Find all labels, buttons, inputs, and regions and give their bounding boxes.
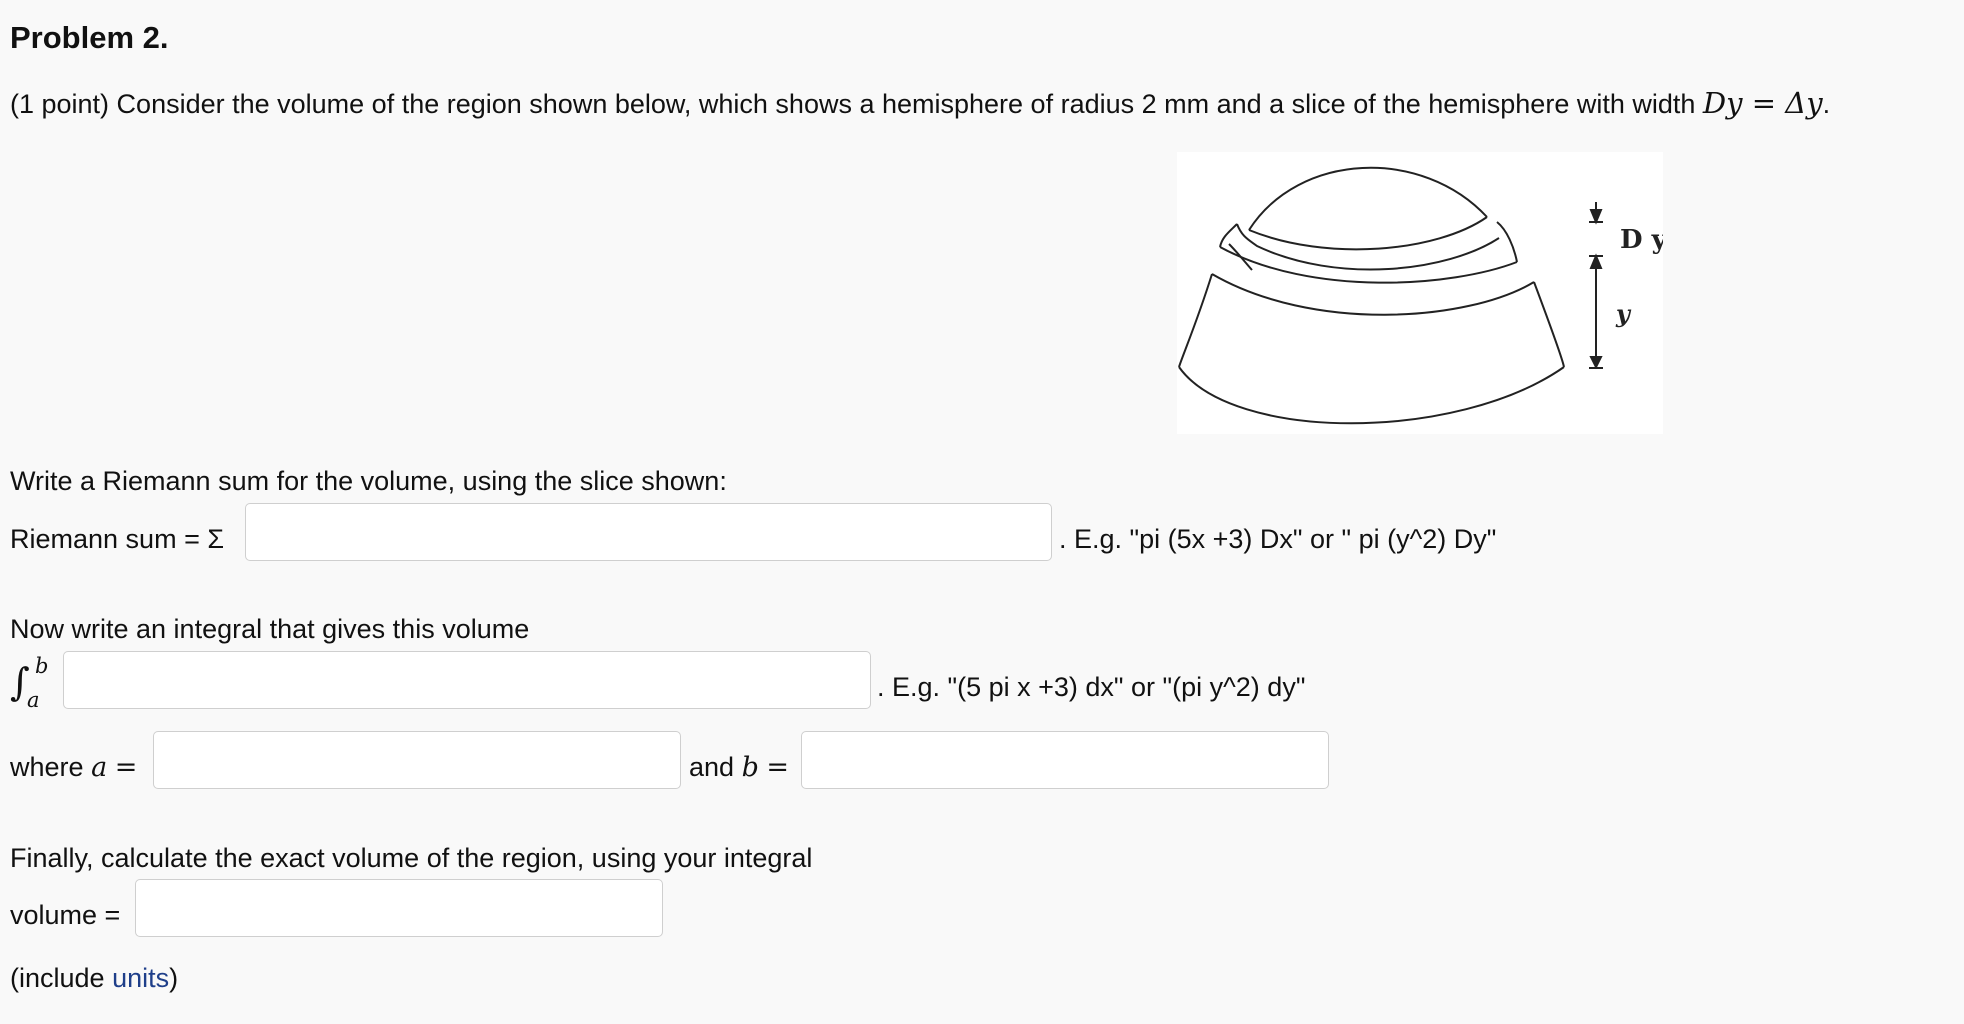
problem-title: Problem 2. [10, 20, 169, 55]
units-link[interactable]: units [112, 963, 170, 993]
lower-limit-input[interactable] [153, 731, 681, 789]
riemann-label: Riemann sum = Σ [10, 524, 225, 554]
problem-intro [10, 86, 1830, 120]
hemisphere-diagram [1177, 152, 1663, 434]
where-a-label [10, 752, 137, 783]
dy-label: D y [1620, 225, 1663, 255]
integral-hint: . E.g. "(5 pi x +3) dx" or "(pi y^2) dy" [877, 672, 1306, 702]
intro-math: Dy = Δy [1702, 86, 1823, 120]
intro-end: . [1822, 89, 1831, 119]
volume-prompt: Finally, calculate the exact volume of the region, using your integral [10, 843, 813, 873]
integral-input[interactable] [63, 651, 871, 709]
and-b-label [689, 752, 789, 783]
riemann-prompt: Write a Riemann sum for the volume, using the slice shown: [10, 466, 727, 496]
riemann-hint: . E.g. "pi (5x +3) Dx" or " pi (y^2) Dy" [1059, 524, 1497, 554]
units-note [10, 963, 178, 994]
integral-prompt: Now write an integral that gives this volume [10, 614, 530, 644]
intro-text: (1 point) Consider the volume of the region shown below, which shows a hemisphere of radius 2 mm and a slice of the hemisphere with width [10, 89, 1696, 119]
and-text: and [689, 752, 735, 782]
riemann-sum-input[interactable] [245, 503, 1052, 561]
b-variable: b [741, 752, 759, 783]
cap-arc [1249, 168, 1487, 230]
integral-sign [10, 654, 50, 720]
upper-limit-input[interactable] [801, 731, 1329, 789]
units-note-open: (include [10, 963, 105, 993]
integral-upper-limit: b [35, 654, 49, 678]
volume-label: volume = [10, 900, 121, 930]
volume-input[interactable] [135, 879, 663, 937]
integral-symbol: ∫ [10, 660, 30, 704]
y-label: y [1616, 299, 1630, 328]
b-equals: = [766, 752, 790, 783]
hemisphere-figure [1177, 152, 1663, 434]
where-text: where [10, 752, 84, 782]
base-arc [1179, 367, 1564, 423]
a-equals: = [114, 752, 138, 783]
a-variable: a [91, 752, 108, 783]
integral-lower-limit: a [27, 688, 40, 712]
units-note-close: ) [169, 963, 179, 993]
